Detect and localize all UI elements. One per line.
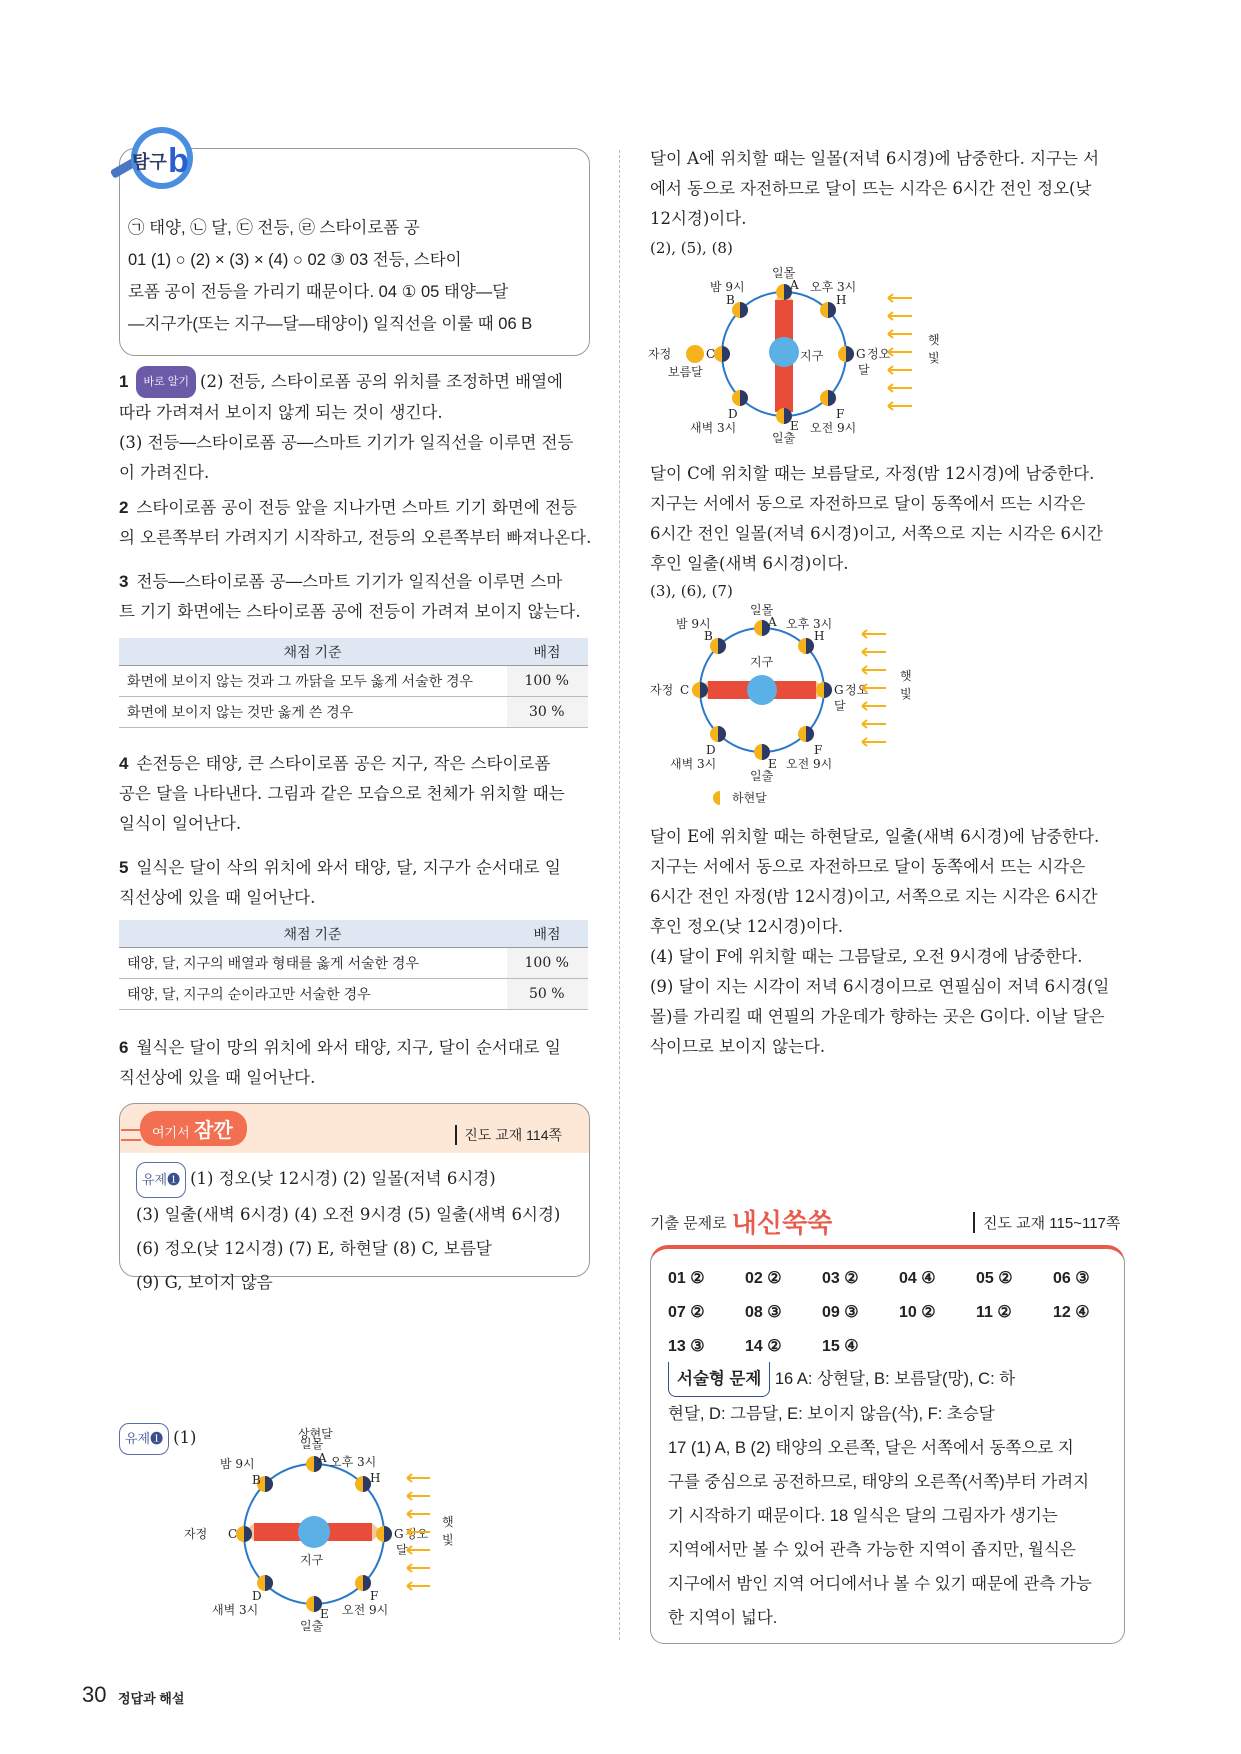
- tamgu-label: 탐구: [132, 152, 167, 172]
- svg-text:정오: 정오: [867, 347, 891, 361]
- tamgu-line: ㉠ 태양, ㉡ 달, ㉢ 전등, ㉣ 스타이로폼 공: [128, 219, 420, 237]
- column-divider: [619, 150, 620, 1640]
- svg-text:G: G: [856, 347, 866, 361]
- svg-text:햇: 햇: [442, 1515, 454, 1529]
- svg-text:D: D: [706, 743, 716, 757]
- svg-text:C: C: [706, 347, 716, 361]
- answer-1: 1 바로 알기 (2) 전등, 스타이로폼 공의 위치를 조정하면 배열에 따라 가려져서 보이지 않게 되는 것이 생긴다. (3) 전등―스타이로폼 공―스마트 기기가 일직선을 이루면 전등 이 가려진다.: [119, 366, 573, 488]
- table-header: 배점: [506, 920, 588, 948]
- svg-text:새벽 3시: 새벽 3시: [212, 1603, 259, 1617]
- svg-text:일출: 일출: [750, 769, 774, 783]
- earth-icon: [747, 675, 777, 705]
- svg-text:F: F: [814, 743, 823, 757]
- footer-label: 정답과 해설: [118, 1691, 185, 1706]
- page-number: 30: [82, 1682, 107, 1707]
- example-badge: 유제❶: [136, 1162, 186, 1198]
- svg-text:G: G: [394, 1527, 404, 1541]
- answer-3: 3 전등―스타이로폼 공―스마트 기기가 일직선을 이루면 스마 트 기기 화면에는 스타이로폼 공에 전등이 가려져 보이지 않는다.: [119, 572, 581, 621]
- svg-text:B: B: [704, 629, 713, 643]
- descriptive-badge: 서술형 문제: [668, 1362, 770, 1397]
- tamgu-line: ―지구가(또는 지구―달―태양이) 일직선을 이룰 때 06 B: [128, 315, 533, 333]
- svg-text:E: E: [790, 419, 799, 433]
- moon-orbit-diagram-3: [184, 1422, 482, 1633]
- svg-text:정오: 정오: [845, 683, 869, 697]
- ref-2: (3), (6), (7): [650, 582, 733, 600]
- naesin-answer-grid: 01 ② 02 ② 03 ② 04 ④ 05 ② 06 ③ 07 ② 08 ③ 09 ③ 10 ② 11 ② 12 ④ 13 ③ 14 ② 15 ④: [668, 1270, 1090, 1355]
- svg-text:일몰: 일몰: [772, 266, 796, 280]
- svg-text:빛: 빛: [928, 351, 940, 365]
- explanation-2: 달이 C에 위치할 때는 보름달로, 자정(밤 12시경)에 남중한다. 지구는 서에서 동으로 자전하므로 달이 동쪽에서 뜨는 시각은 6시간 전인 일몰(저녁 6시경)이고, 서쪽으로 지는 시각은 6시간 후인 일출(새벽 6시경)이다.: [650, 464, 1103, 573]
- table-row: 태양, 달, 지구의 순이라고만 서술한 경우 50 %: [119, 979, 588, 1010]
- svg-text:F: F: [370, 1589, 379, 1603]
- svg-text:햇: 햇: [928, 333, 940, 347]
- svg-text:A: A: [790, 278, 799, 292]
- svg-text:일출: 일출: [300, 1619, 324, 1633]
- svg-text:H: H: [814, 629, 825, 643]
- svg-text:A: A: [768, 615, 777, 629]
- table-header: 배점: [506, 638, 588, 666]
- svg-text:자정: 자정: [184, 1527, 208, 1541]
- naesin-title: 기출 문제로 내신쑥쑥: [650, 1208, 833, 1238]
- svg-text:빛: 빛: [442, 1533, 454, 1547]
- svg-text:오전 9시: 오전 9시: [810, 421, 857, 435]
- answer-2: 2 스타이로폼 공이 전등 앞을 지나가면 스마트 기기 화면에 전등 의 오른쪽부터 가려지기 시작하고, 전등의 오른쪽부터 빠져나온다.: [119, 498, 592, 547]
- svg-text:밤 9시: 밤 9시: [220, 1457, 255, 1471]
- svg-text:하현달: 하현달: [732, 791, 767, 805]
- svg-text:자정: 자정: [648, 347, 672, 361]
- svg-text:일몰: 일몰: [300, 1437, 324, 1451]
- svg-text:밤 9시: 밤 9시: [676, 617, 711, 631]
- svg-text:F: F: [836, 407, 845, 421]
- svg-text:일몰: 일몰: [750, 603, 774, 617]
- svg-text:햇: 햇: [900, 669, 912, 683]
- explanation-3: 달이 E에 위치할 때는 하현달로, 일출(새벽 6시경)에 남중한다. 지구는 서에서 동으로 자전하므로 달이 동쪽에서 뜨는 시각은 6시간 전인 자정(밤 12시경)이고, 서쪽으로 지는 시각은 6시간 후인 정오(낮 12시경)이다. (4) 달이 F에 위치할 때는 그믐달로, 오전 9시경에 남중한다. (9) 달이 지는 시각이 저녁 6시경이므로 연필심이 저녁 6시경(일 몰)를 가리킬 때 연필의 가운데가 향하는 곳은 G이다. 이날 달은 삭이므로 보이지 않는다.: [650, 827, 1110, 1056]
- svg-text:C: C: [228, 1527, 238, 1541]
- yeogi-deco: [121, 1129, 141, 1141]
- svg-text:자정: 자정: [650, 683, 674, 697]
- table-row: 화면에 보이지 않는 것만 옳게 쓴 경우 30 %: [119, 697, 588, 728]
- table-header: 채점 기준: [119, 920, 506, 948]
- table-row: 화면에 보이지 않는 것과 그 까닭을 모두 옳게 서술한 경우 100 %: [119, 666, 588, 697]
- svg-text:H: H: [836, 293, 847, 307]
- correction-badge: 바로 알기: [136, 366, 196, 398]
- answer-6: 6 월식은 달이 망의 위치에 와서 태양, 지구, 달이 순서대로 일 직선상에 있을 때 일어난다.: [119, 1038, 561, 1087]
- magnifier-icon: [108, 124, 196, 194]
- svg-text:C: C: [680, 683, 690, 697]
- svg-text:B: B: [252, 1473, 261, 1487]
- svg-text:H: H: [370, 1471, 381, 1485]
- svg-text:G: G: [834, 683, 844, 697]
- explanation-1: 달이 A에 위치할 때는 일몰(저녁 6시경)에 남중한다. 지구는 서 에서 동으로 자전하므로 달이 뜨는 시각은 6시간 전인 정오(낮 12시경)이다.: [650, 149, 1100, 228]
- table-row: 태양, 달, 지구의 배열과 형태를 옳게 서술한 경우 100 %: [119, 948, 588, 979]
- example-badge: 유제❶: [119, 1423, 169, 1455]
- scoring-table-2: [119, 920, 588, 1010]
- table-header: 채점 기준: [119, 638, 506, 666]
- svg-text:D: D: [252, 1589, 262, 1603]
- svg-text:달: 달: [834, 699, 846, 713]
- svg-text:D: D: [728, 407, 738, 421]
- svg-text:일출: 일출: [772, 431, 796, 445]
- full-moon-icon: [686, 345, 704, 363]
- naesin-descriptive: 서술형 문제 16 A: 상현달, B: 보름달(망), C: 하 현달, D: 그믐달, E: 보이지 않음(삭), F: 초승달 17 (1) A, B (2) 태양의 오른쪽, 달은 서쪽에서 동쪽으로 지 구를 중심으로 공전하므로, 태양의 오른쪽(서쪽)부터 가려지 기 시작하기 때문이다. 18 일식은 달의 그림자가 생기는 지역에서만 볼 수 있어 관측 가능한 지역이 좁지만, 월식은 지구에서 밤인 지역 어디에서나 볼 수 있기 때문에 관측 가능 한 지역이 넓다.: [668, 1362, 1092, 1635]
- earth-icon: [769, 337, 799, 367]
- svg-text:달: 달: [858, 363, 870, 377]
- svg-text:E: E: [768, 757, 777, 771]
- svg-text:A: A: [318, 1451, 327, 1465]
- svg-text:지구: 지구: [750, 655, 774, 669]
- naesin-ref: 진도 교재 115~117쪽: [973, 1212, 1120, 1233]
- tamgu-answers: [128, 212, 578, 340]
- svg-text:오후 3시: 오후 3시: [810, 280, 857, 294]
- ref-1: (2), (5), (8): [650, 239, 733, 257]
- yeogi-title: 여기서 잠깐: [140, 1111, 247, 1146]
- svg-text:새벽 3시: 새벽 3시: [690, 421, 737, 435]
- svg-text:B: B: [726, 293, 735, 307]
- sunlight-arrows: [862, 630, 886, 746]
- svg-text:오전 9시: 오전 9시: [342, 1603, 389, 1617]
- tamgu-line: 01 (1) ○ (2) × (3) × (4) ○ 02 ③ 03 전등, 스타이: [128, 251, 462, 269]
- tamgu-letter: b: [168, 142, 189, 180]
- svg-text:밤 9시: 밤 9시: [710, 280, 745, 294]
- sunlight-arrows: [407, 1474, 430, 1590]
- tamgu-line: 로폼 공이 전등을 가리기 때문이다. 04 ① 05 태양―달: [128, 283, 509, 301]
- svg-text:지구: 지구: [300, 1553, 324, 1567]
- answer-5: 5 일식은 달이 삭의 위치에 와서 태양, 달, 지구가 순서대로 일 직선상에 있을 때 일어난다.: [119, 858, 561, 907]
- svg-text:달: 달: [396, 1543, 408, 1557]
- answer-4: 4 손전등은 태양, 큰 스타이로폼 공은 지구, 작은 스타이로폼 공은 달을 나타낸다. 그림과 같은 모습으로 천체가 위치할 때는 일식이 일어난다.: [119, 754, 565, 833]
- yeogi-figure-label: 유제❶ (1): [119, 1423, 197, 1455]
- svg-text:정오: 정오: [405, 1527, 429, 1541]
- sunlight-arrows: [888, 294, 912, 410]
- svg-text:보름달: 보름달: [668, 365, 703, 379]
- moon-orbit-diagram-1: [650, 262, 950, 452]
- scoring-table-1: [119, 638, 588, 728]
- svg-text:오후 3시: 오후 3시: [786, 617, 833, 631]
- moon-orbit-diagram-2: [650, 604, 950, 814]
- svg-text:E: E: [320, 1607, 329, 1621]
- svg-text:빛: 빛: [900, 687, 912, 701]
- yeogi-ref: 진도 교재 114쪽: [455, 1125, 562, 1145]
- svg-text:새벽 3시: 새벽 3시: [670, 757, 717, 771]
- earth-icon: [298, 1516, 330, 1548]
- first-quarter-label: 상현달: [298, 1427, 333, 1441]
- svg-text:지구: 지구: [800, 349, 824, 363]
- yeogi-answers: 유제❶ (1) 정오(낮 12시경) (2) 일몰(저녁 6시경) (3) 일출(새벽 6시경) (4) 오전 9시경 (5) 일출(새벽 6시경) (6) 정오(낮 12시경) (7) E, 하현달 (8) C, 보름달 (9) G, 보이지 않음: [136, 1162, 560, 1300]
- svg-text:오전 9시: 오전 9시: [786, 757, 833, 771]
- svg-text:오후 3시: 오후 3시: [330, 1455, 377, 1469]
